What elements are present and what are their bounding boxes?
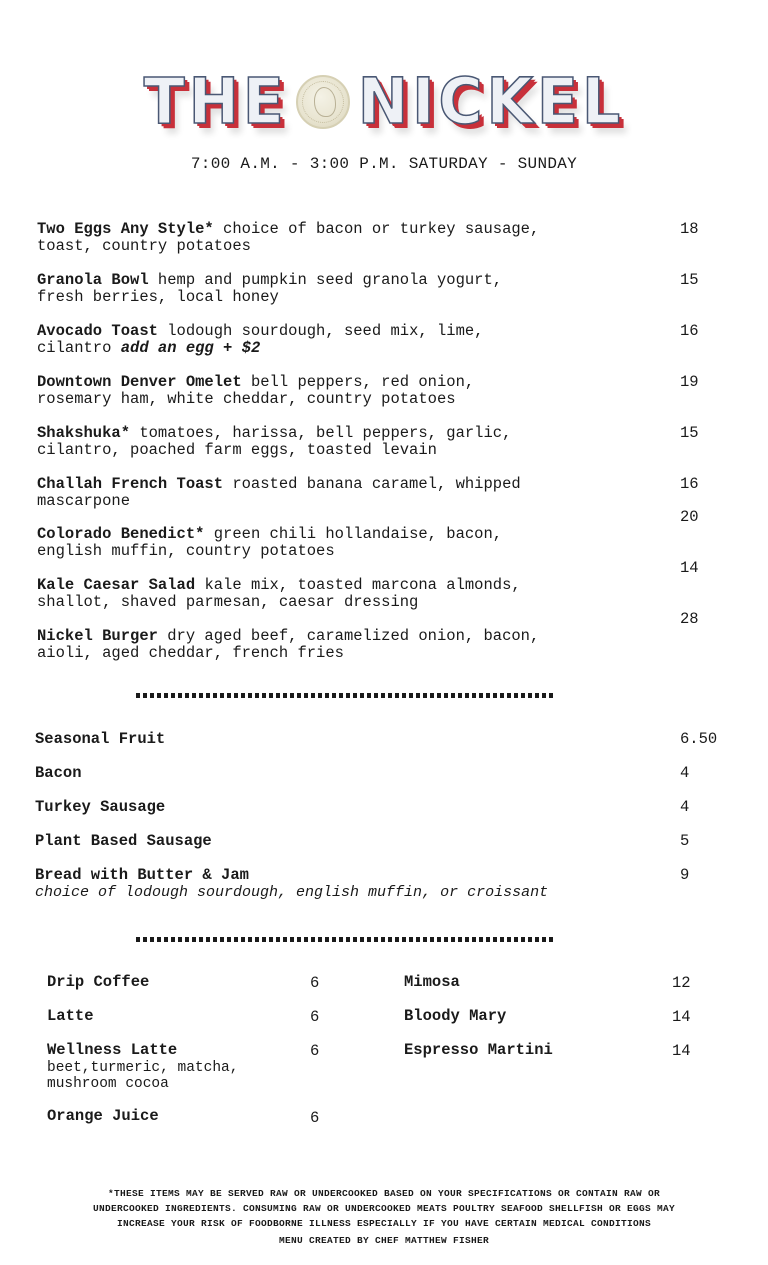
side-item-price: 5 <box>680 832 690 850</box>
logo-word-the: THE <box>143 65 288 139</box>
dotted-divider <box>136 937 556 942</box>
drink-price: 14 <box>672 1008 691 1026</box>
side-item-name: Bacon <box>35 764 82 782</box>
item-name: Two Eggs Any Style* <box>37 220 214 238</box>
drink-price: 6 <box>310 1109 320 1127</box>
restaurant-logo <box>0 62 768 142</box>
item-desc: bell peppers, red onion, <box>241 373 475 391</box>
menu-item <box>37 221 627 255</box>
item-desc: english muffin, country potatoes <box>37 542 335 560</box>
item-desc: aioli, aged cheddar, french fries <box>37 644 344 662</box>
menu-item <box>37 577 627 611</box>
disclaimer-line: *THESE ITEMS MAY BE SERVED RAW OR UNDERCOOKED BASED ON YOUR SPECIFICATIONS OR CONTAIN RAW OR <box>107 1188 661 1199</box>
item-desc: cilantro, poached farm eggs, toasted levain <box>37 441 437 459</box>
item-desc: fresh berries, local honey <box>37 288 279 306</box>
menu-item <box>37 425 627 459</box>
menu-item <box>37 476 627 510</box>
menu-item <box>37 374 627 408</box>
disclaimer-line: UNDERCOOKED INGREDIENTS. CONSUMING RAW OR UNDERCOOKED MEATS POULTRY SEAFOOD SHELLFISH OR EGGS MAY <box>92 1203 676 1214</box>
item-desc: toast, country potatoes <box>37 237 251 255</box>
item-addon: add an egg + $2 <box>120 339 261 357</box>
item-price: 18 <box>680 220 699 238</box>
item-price: 16 <box>680 475 699 493</box>
dotted-divider <box>136 693 556 698</box>
opening-hours: 7:00 A.M. - 3:00 P.M. SATURDAY - SUNDAY <box>190 155 578 173</box>
drink-name: Drip Coffee <box>47 973 150 991</box>
item-name: Avocado Toast <box>37 322 158 340</box>
item-desc: tomatoes, harissa, bell peppers, garlic, <box>130 424 512 442</box>
item-desc: roasted banana caramel, whipped <box>223 475 521 493</box>
item-price: 16 <box>680 322 699 340</box>
menu-item <box>37 272 627 306</box>
side-item-desc: choice of lodough sourdough, english muffin, or croissant <box>35 884 549 901</box>
item-price: 14 <box>680 559 699 577</box>
item-desc: lodough sourdough, seed mix, lime, <box>157 322 484 340</box>
item-desc: choice of bacon or turkey sausage, <box>213 220 540 238</box>
item-name: Granola Bowl <box>37 271 149 289</box>
drink-name: Bloody Mary <box>404 1007 507 1025</box>
item-price: 15 <box>680 271 699 289</box>
item-desc: rosemary ham, white cheddar, country potatoes <box>37 390 456 408</box>
side-item-price: 4 <box>680 764 690 782</box>
menu-item <box>37 323 627 357</box>
nickel-coin-icon <box>296 75 350 129</box>
drink-name: Latte <box>47 1007 94 1025</box>
drink-name: Orange Juice <box>47 1107 159 1125</box>
side-item-name: Turkey Sausage <box>35 798 166 816</box>
drink-name: Mimosa <box>404 973 460 991</box>
chef-credit: MENU CREATED BY CHEF MATTHEW FISHER <box>278 1235 490 1246</box>
item-desc: dry aged beef, caramelized onion, bacon, <box>157 627 540 645</box>
drink-price: 6 <box>310 974 320 992</box>
drink-desc: beet,turmeric, matcha, <box>47 1060 239 1076</box>
item-name: Challah French Toast <box>37 475 224 493</box>
item-price: 20 <box>680 508 699 526</box>
item-name: Downtown Denver Omelet <box>37 373 242 391</box>
item-desc: green chili hollandaise, bacon, <box>204 525 503 543</box>
side-item-price: 9 <box>680 866 690 884</box>
side-item-name: Bread with Butter & Jam <box>35 866 249 884</box>
menu-item <box>37 628 627 662</box>
drink-price: 6 <box>310 1042 320 1060</box>
item-desc: mascarpone <box>37 492 131 510</box>
item-desc: shallot, shaved parmesan, caesar dressing <box>37 593 419 611</box>
raw-food-disclaimer <box>40 1186 728 1231</box>
side-item-name: Plant Based Sausage <box>35 832 212 850</box>
item-price: 19 <box>680 373 699 391</box>
side-item-price: 4 <box>680 798 690 816</box>
drink-price: 6 <box>310 1008 320 1026</box>
drink-price: 12 <box>672 974 691 992</box>
item-name: Shakshuka* <box>37 424 131 442</box>
side-item-name: Seasonal Fruit <box>35 730 166 748</box>
menu-item <box>37 526 627 560</box>
item-desc: cilantro <box>37 339 121 357</box>
drink-desc: mushroom cocoa <box>47 1076 169 1092</box>
item-name: Nickel Burger <box>37 627 158 645</box>
item-name: Kale Caesar Salad <box>37 576 196 594</box>
item-desc: kale mix, toasted marcona almonds, <box>195 576 521 594</box>
drink-price: 14 <box>672 1042 691 1060</box>
drink-name: Wellness Latte <box>47 1041 178 1059</box>
item-price: 15 <box>680 424 699 442</box>
side-item-price: 6.50 <box>680 730 718 748</box>
disclaimer-line: INCREASE YOUR RISK OF FOODBORNE ILLNESS ESPECIALLY IF YOU HAVE CERTAIN MEDICAL CONDITIONS <box>116 1218 652 1229</box>
drink-name: Espresso Martini <box>404 1041 553 1059</box>
item-price: 28 <box>680 610 699 628</box>
item-desc: hemp and pumpkin seed granola yogurt, <box>148 271 503 289</box>
logo-word-nickel: NICKEL <box>357 65 625 139</box>
item-name: Colorado Benedict* <box>37 525 205 543</box>
